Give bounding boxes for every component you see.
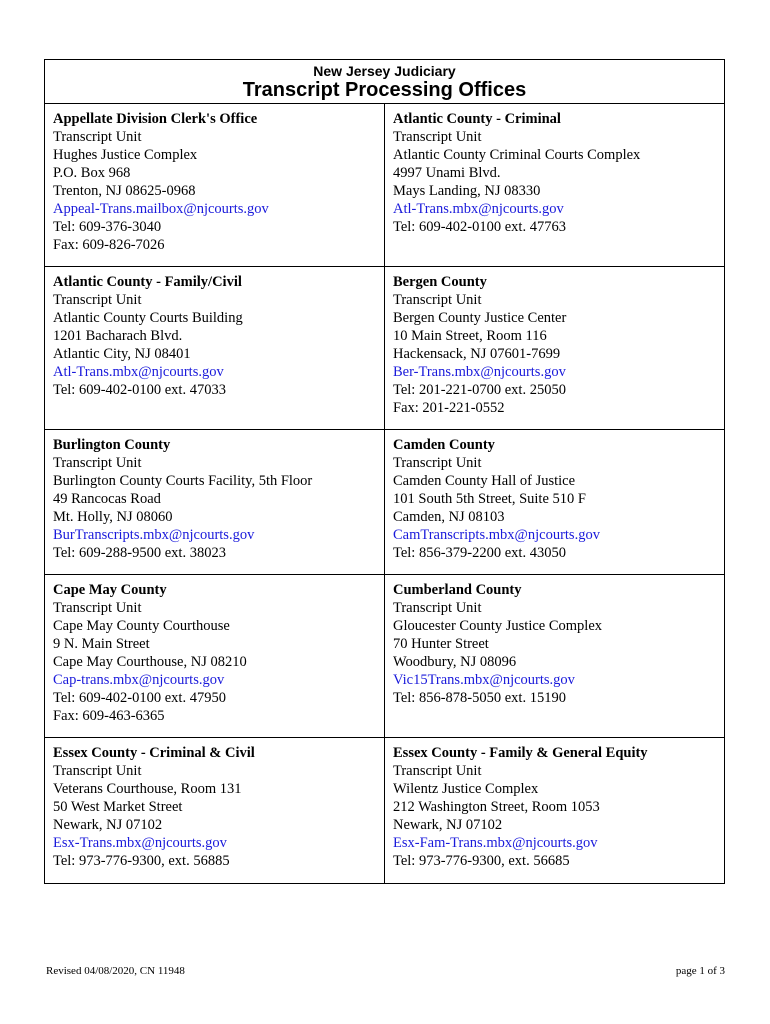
address-line: Newark, NJ 07102 [53, 817, 163, 833]
address-line: 4997 Unami Blvd. [393, 165, 501, 181]
email-link[interactable]: Vic15Trans.mbx@njcourts.gov [393, 672, 575, 688]
office-row [45, 267, 724, 430]
address-line: Wilentz Justice Complex [393, 781, 539, 797]
office-name: Cape May County [53, 582, 167, 598]
email-link[interactable]: BurTranscripts.mbx@njcourts.gov [53, 527, 255, 543]
contact-line: Tel: 609-288-9500 ext. 38023 [53, 545, 226, 561]
office-cell [45, 575, 385, 737]
office-row [45, 575, 724, 738]
address-line: Transcript Unit [53, 763, 142, 779]
office-name: Bergen County [393, 274, 487, 290]
office-cell [385, 738, 724, 883]
address-line: Veterans Courthouse, Room 131 [53, 781, 242, 797]
contact-line: Tel: 201-221-0700 ext. 25050 [393, 382, 566, 398]
office-name: Atlantic County - Family/Civil [53, 274, 242, 290]
office-row [45, 430, 724, 575]
address-line: Transcript Unit [53, 455, 142, 471]
address-line: 10 Main Street, Room 116 [393, 328, 547, 344]
address-line: 49 Rancocas Road [53, 491, 161, 507]
contact-line: Tel: 609-402-0100 ext. 47763 [393, 219, 566, 235]
office-cell [45, 104, 385, 266]
address-line: Trenton, NJ 08625-0968 [53, 183, 196, 199]
address-line: Hackensack, NJ 07601-7699 [393, 346, 561, 362]
office-cell [45, 430, 385, 574]
address-line: 70 Hunter Street [393, 636, 489, 652]
address-line: Hughes Justice Complex [53, 147, 198, 163]
address-line: Transcript Unit [53, 129, 142, 145]
address-line: 1201 Bacharach Blvd. [53, 328, 183, 344]
contact-line: Tel: 609-402-0100 ext. 47950 [53, 690, 226, 706]
email-link[interactable]: CamTranscripts.mbx@njcourts.gov [393, 527, 600, 543]
office-name: Camden County [393, 437, 495, 453]
contact-line: Tel: 973-776-9300, ext. 56685 [393, 853, 570, 869]
contact-line: Tel: 609-402-0100 ext. 47033 [53, 382, 226, 398]
contact-line: Fax: 609-826-7026 [53, 237, 165, 253]
email-link[interactable]: Atl-Trans.mbx@njcourts.gov [393, 201, 564, 217]
address-line: Transcript Unit [393, 292, 482, 308]
contact-line: Tel: 856-878-5050 ext. 15190 [393, 690, 566, 706]
page-number: page 1 of 3 [675, 965, 725, 977]
offices-table [44, 59, 725, 884]
office-rows [45, 104, 724, 883]
address-line: Mt. Holly, NJ 08060 [53, 509, 173, 525]
address-line: Cape May Courthouse, NJ 08210 [53, 654, 247, 670]
email-link[interactable]: Appeal-Trans.mailbox@njcourts.gov [53, 201, 269, 217]
office-cell [45, 267, 385, 429]
address-line: Atlantic County Courts Building [53, 310, 243, 326]
office-name: Atlantic County - Criminal [393, 111, 561, 127]
address-line: Transcript Unit [393, 455, 482, 471]
office-cell [385, 104, 724, 266]
address-line: 9 N. Main Street [53, 636, 150, 652]
email-link[interactable]: Cap-trans.mbx@njcourts.gov [53, 672, 225, 688]
contact-line: Tel: 609-376-3040 [53, 219, 162, 235]
contact-line: Fax: 609-463-6365 [53, 708, 165, 724]
address-line: Transcript Unit [53, 600, 142, 616]
address-line: Woodbury, NJ 08096 [393, 654, 517, 670]
address-line: Transcript Unit [53, 292, 142, 308]
office-row [45, 738, 724, 883]
office-name: Appellate Division Clerk's Office [53, 111, 258, 127]
document-subtitle: New Jersey Judiciary [313, 63, 456, 79]
address-line: Atlantic City, NJ 08401 [53, 346, 191, 362]
office-name: Burlington County [53, 437, 171, 453]
contact-line: Tel: 973-776-9300, ext. 56885 [53, 853, 230, 869]
address-line: 101 South 5th Street, Suite 510 F [393, 491, 586, 507]
address-line: Transcript Unit [393, 763, 482, 779]
address-line: P.O. Box 968 [53, 165, 131, 181]
office-name: Essex County - Family & General Equity [393, 745, 648, 761]
office-cell [385, 575, 724, 737]
address-line: Bergen County Justice Center [393, 310, 567, 326]
office-row [45, 104, 724, 267]
address-line: 50 West Market Street [53, 799, 183, 815]
address-line: Mays Landing, NJ 08330 [393, 183, 541, 199]
contact-line: Tel: 856-379-2200 ext. 43050 [393, 545, 566, 561]
address-line: 212 Washington Street, Room 1053 [393, 799, 600, 815]
email-link[interactable]: Esx-Trans.mbx@njcourts.gov [53, 835, 227, 851]
contact-line: Fax: 201-221-0552 [393, 400, 505, 416]
email-link[interactable]: Atl-Trans.mbx@njcourts.gov [53, 364, 224, 380]
address-line: Transcript Unit [393, 129, 482, 145]
address-line: Gloucester County Justice Complex [393, 618, 603, 634]
address-line: Burlington County Courts Facility, 5th Floor [53, 473, 313, 489]
office-cell [45, 738, 385, 883]
office-name: Cumberland County [393, 582, 522, 598]
address-line: Camden, NJ 08103 [393, 509, 505, 525]
address-line: Camden County Hall of Justice [393, 473, 576, 489]
address-line: Atlantic County Criminal Courts Complex [393, 147, 641, 163]
office-cell [385, 267, 724, 429]
address-line: Cape May County Courthouse [53, 618, 230, 634]
office-cell [385, 430, 724, 574]
address-line: Newark, NJ 07102 [393, 817, 503, 833]
office-name: Essex County - Criminal & Civil [53, 745, 255, 761]
table-header [45, 60, 724, 104]
email-link[interactable]: Esx-Fam-Trans.mbx@njcourts.gov [393, 835, 598, 851]
address-line: Transcript Unit [393, 600, 482, 616]
document-title: Transcript Processing Offices [242, 79, 527, 101]
email-link[interactable]: Ber-Trans.mbx@njcourts.gov [393, 364, 566, 380]
revision-note: Revised 04/08/2020, CN 11948 [46, 965, 185, 977]
